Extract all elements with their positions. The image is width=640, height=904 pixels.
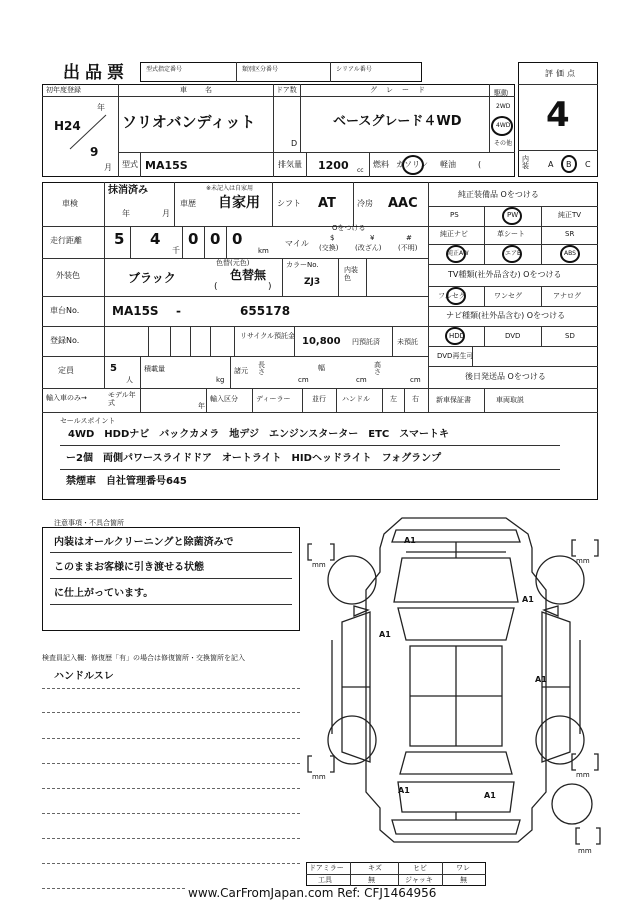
damage-mark-1: A1 — [404, 536, 416, 545]
color-paren-open: ( — [214, 282, 218, 292]
equip-sr: SR — [565, 230, 575, 238]
notes-line-2: このままお客様に引き渡せる状態 — [54, 562, 204, 573]
damage-mark-6: A1 — [484, 791, 496, 800]
drive-4wd-circle — [491, 116, 513, 136]
notes-line-1: 内装はオールクリーニングと除菌済みで — [54, 537, 234, 548]
notes-line-3: に仕上がっています。 — [54, 588, 154, 599]
dims-label: 諸元 — [234, 367, 248, 375]
dims-length: 長さ — [258, 361, 265, 376]
serial-label: シリアル番号 — [336, 66, 372, 73]
selling-point-line-1: 4WD HDDナビ バックカメラ 地デジ エンジンスターター ETC スマートキ — [68, 429, 450, 440]
dims-width-cm: cm — [356, 376, 367, 384]
mileage-opt-1-label: (交換) — [319, 244, 339, 252]
category-label: 類別区分番号 — [242, 66, 279, 73]
history-value: 自家用 — [218, 195, 260, 211]
model-value: MA15S — [145, 159, 188, 172]
model-label: 型式 — [122, 160, 138, 169]
displacement-label: 排気量 — [278, 160, 302, 169]
tv-title: TV種類(社外品含む) Oをつける — [448, 270, 562, 279]
ac-label: 冷房 — [357, 199, 373, 208]
equip-aw-circle — [446, 245, 466, 263]
mileage-opt-3: # — [406, 234, 412, 242]
fuel-other: ( — [478, 160, 482, 169]
fuel-gasoline: ガソリン — [396, 160, 428, 169]
first-reg-year: H24 — [54, 119, 81, 133]
dims-height-cm: cm — [410, 376, 421, 384]
selling-point-line-3: 禁煙車 自社管理番号645 — [66, 476, 187, 487]
page-title: 出品票 — [63, 63, 129, 83]
equip-abs-circle — [560, 245, 580, 263]
drive-label: 駆動 — [494, 89, 508, 97]
nav-title: ナビ種類(社外品含む) Oをつける — [446, 311, 566, 320]
mm-label-5: mm — [578, 847, 592, 855]
registration-label: 登録No. — [50, 336, 80, 345]
fuel-label: 燃料 — [373, 160, 389, 169]
notes-label: 注意事項・不具合箇所 — [54, 519, 124, 527]
mileage-digit-2: 4 — [150, 230, 161, 248]
legend-jack: ジャッキ — [405, 876, 433, 884]
thousand-unit: 千 — [172, 246, 180, 255]
equip-leather: 革シート — [497, 230, 525, 238]
mm-label-2: mm — [576, 557, 590, 565]
capacity-people: 5 — [110, 363, 117, 374]
mileage-digit-1: 5 — [114, 230, 125, 248]
equip-ps: PS — [450, 211, 459, 219]
mileage-opt-3-label: (不明) — [398, 244, 418, 252]
load-label: 積載量 — [144, 365, 165, 373]
recycle-unpaid: 未預託 — [397, 338, 418, 346]
ac-value: AAC — [388, 196, 418, 211]
chassis-model: MA15S — [112, 304, 159, 318]
fuel-gasoline-circle — [402, 155, 424, 175]
legend-jack-value: 無 — [460, 876, 467, 884]
legend-tools: 工具 — [318, 876, 332, 884]
recycle-label: リサイクル預託金 — [240, 332, 296, 340]
legend-tools-value: 無 — [368, 876, 375, 884]
import-year: 年 — [198, 402, 205, 410]
mm-label-1: mm — [312, 561, 326, 569]
year-suffix: 年 — [97, 103, 105, 112]
mile-label: マイル — [285, 239, 309, 248]
footer-watermark: www.CarFromJapan.com Ref: CFJ1464956 — [188, 886, 437, 900]
score-value: 4 — [546, 95, 570, 135]
load-kg: kg — [216, 376, 225, 384]
dims-length-cm: cm — [298, 376, 309, 384]
nav-sd: SD — [565, 332, 575, 340]
equip-nav: 純正ナビ — [440, 230, 468, 238]
import-dealer: ディーラー — [256, 395, 291, 403]
mileage-digit-5: 0 — [232, 230, 243, 248]
after-warranty: 新車保証書 — [436, 396, 471, 404]
header-codes-box — [140, 62, 422, 82]
interior-label: 内装 — [522, 155, 529, 170]
chassis-label: 車台No. — [50, 306, 80, 315]
interior-b: B — [566, 160, 572, 169]
legend-scratch: キズ — [368, 864, 382, 872]
score-label: 評価点 — [545, 69, 578, 78]
chassis-number: 655178 — [240, 304, 291, 318]
dims-width: 幅 — [318, 364, 325, 372]
import-right: 右 — [412, 395, 419, 403]
doors-mark: D — [291, 139, 298, 148]
color-value: ブラック — [128, 271, 176, 285]
equip-tv: 純正TV — [558, 211, 582, 219]
tv-oneseg: ワンセグ — [494, 292, 522, 300]
drive-4wd: 4WD — [496, 122, 511, 129]
grade-value: ベースグレード４WD — [333, 114, 462, 129]
shift-value: AT — [318, 196, 336, 211]
mileage-opt-2-label: (改ざん) — [355, 244, 382, 252]
mileage-label: 走行距離 — [50, 236, 82, 245]
equip-abs: ABS — [564, 250, 576, 257]
legend-break: ワレ — [456, 864, 470, 872]
recycle-amount: 10,800 — [302, 336, 341, 347]
inspection-status: 抹消済み — [108, 185, 148, 196]
color-label: 外装色 — [56, 271, 80, 280]
selling-point-line-2: ー2個 両側パワースライドドア オートライト HIDヘッドライト フォグランプ — [66, 453, 442, 464]
first-reg-month: 9 — [90, 145, 99, 159]
tv-fullseg: フルセグ — [438, 292, 466, 300]
nav-dvd: DVD — [505, 332, 521, 340]
inspection-label: 車検 — [62, 199, 78, 208]
nav-hdd-circle — [445, 327, 465, 345]
color-code: ZJ3 — [304, 277, 321, 287]
interior-c: C — [585, 160, 591, 169]
shift-label: シフト — [277, 199, 301, 208]
import-parallel: 並行 — [312, 395, 326, 403]
model-designation-label: 型式指定番号 — [146, 66, 183, 73]
damage-mark-2: A1 — [522, 595, 534, 604]
car-name: ソリオバンディット — [122, 113, 256, 131]
equip-pw-circle — [502, 207, 522, 225]
legend-mirror: ドアミラー — [309, 864, 344, 872]
mileage-digit-3: 0 — [188, 230, 199, 248]
import-model-year: モデル年式 — [108, 391, 136, 408]
mileage-circle-note: Oをつける — [332, 224, 366, 232]
damage-mark-4: A1 — [535, 675, 547, 684]
equip-airbag: エアB — [505, 250, 522, 257]
doors-label: ドア数 — [276, 86, 297, 94]
after-manual: 車両取説 — [496, 396, 524, 404]
mileage-digit-4: 0 — [210, 230, 221, 248]
capacity-people-unit: 人 — [126, 376, 133, 384]
interior-b-circle — [561, 155, 577, 173]
drive-2wd: 2WD — [496, 103, 511, 110]
mm-label-3: mm — [312, 773, 326, 781]
inspection-year: 年 — [122, 209, 130, 218]
inspector-line-1: ハンドルスレ — [54, 671, 114, 682]
mileage-opt-1: $ — [330, 234, 335, 242]
car-name-label: 車名 — [180, 86, 230, 94]
equipment-title: 純正装備品 Oをつける — [458, 190, 539, 199]
color-change-label: 色替(元色) — [216, 259, 250, 267]
import-left: 左 — [390, 395, 397, 403]
import-type-label: 輸入区分 — [210, 395, 238, 403]
nav-hdd: HDD — [449, 332, 466, 340]
mileage-opt-2: ¥ — [370, 234, 375, 242]
month-suffix: 月 — [104, 163, 112, 172]
equip-aw: 純正AW — [447, 250, 469, 257]
date-slash — [60, 112, 110, 152]
tv-analog: アナログ — [553, 292, 581, 300]
inspector-label: 検査員記入欄：修復歴「有」の場合は修復箇所・交換箇所を記入 — [42, 654, 245, 662]
km-unit: km — [258, 247, 269, 255]
drive-other: その他 — [494, 140, 513, 147]
cc-unit: cc — [357, 167, 364, 174]
legend-crack: ヒビ — [413, 864, 427, 872]
displacement-value: 1200 — [318, 159, 349, 172]
equip-airbag-circle — [502, 245, 522, 263]
history-label: 車歴 — [180, 199, 196, 208]
dims-height: 高さ — [374, 361, 381, 376]
import-handle: ハンドル — [342, 395, 370, 403]
chassis-dash: - — [176, 304, 181, 318]
damage-mark-3: A1 — [379, 630, 391, 639]
grade-label: グレード — [370, 86, 434, 94]
first-reg-label: 初年度登録 — [46, 86, 81, 94]
interior-a: A — [548, 160, 554, 169]
after-title: 後日発送品 Oをつける — [465, 372, 546, 381]
capacity-label: 定員 — [58, 366, 74, 375]
car-damage-diagram — [306, 512, 606, 857]
dvd-playback: DVD再生可 — [437, 352, 474, 360]
color-change-value: 色替無 — [230, 268, 267, 282]
equip-pw: PW — [507, 211, 519, 219]
inspection-month: 月 — [162, 209, 170, 218]
recycle-unit: 円預託済 — [352, 338, 380, 346]
color-paren-close: ) — [268, 282, 272, 292]
import-label: 輸入車のみ→ — [46, 394, 87, 402]
fuel-diesel: 軽油 — [440, 160, 456, 169]
tv-fullseg-circle — [446, 287, 466, 305]
selling-points-label: セールスポイント — [60, 417, 116, 425]
private-note: ※未記入は自家用 — [206, 185, 254, 192]
color-code-label: カラーNo. — [286, 261, 319, 269]
damage-mark-5: A1 — [398, 786, 410, 795]
mm-label-4: mm — [576, 771, 590, 779]
interior-color-label: 内装色 — [344, 266, 358, 283]
